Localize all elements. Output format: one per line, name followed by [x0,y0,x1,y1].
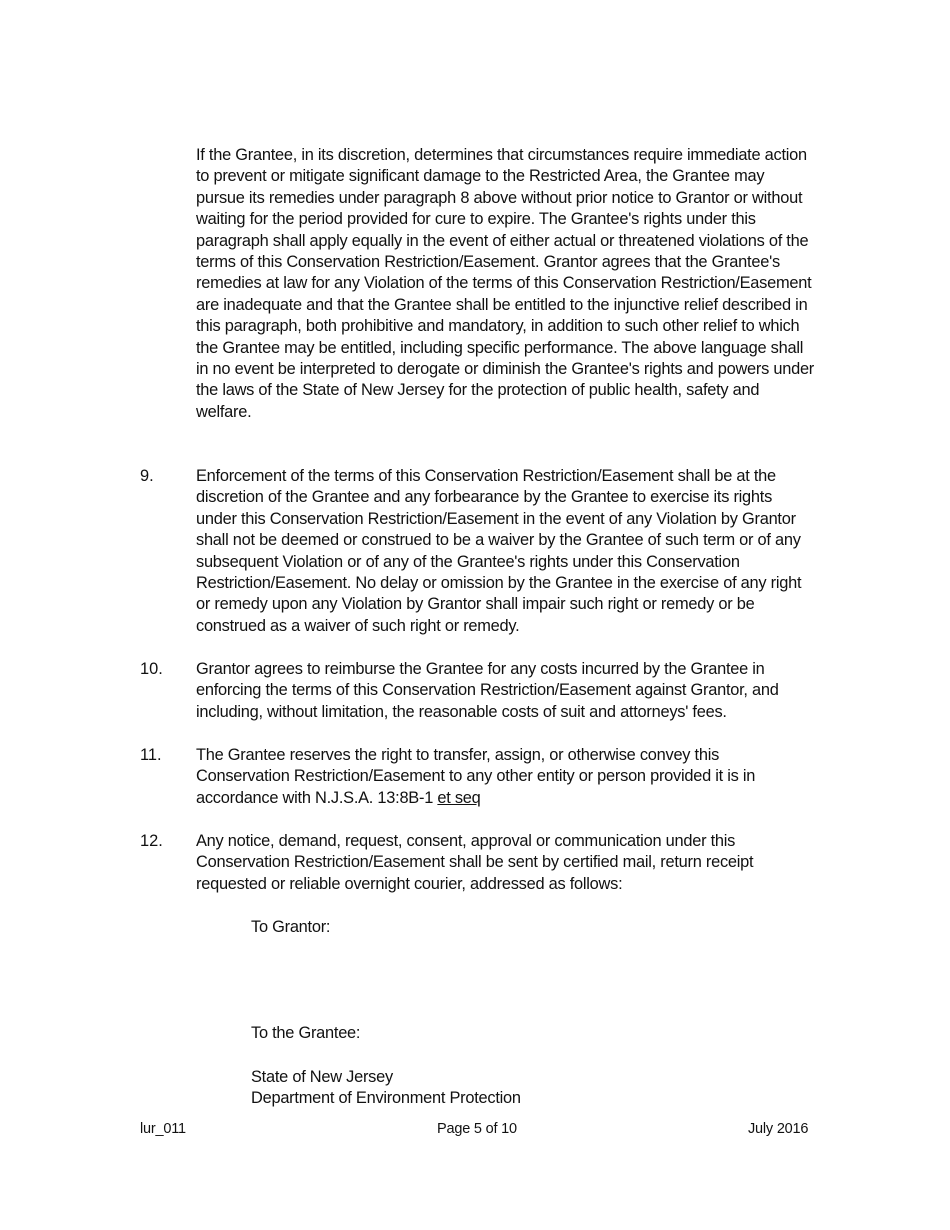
footer-form-id: lur_011 [140,1121,186,1137]
intro-paragraph: If the Grantee, in its discretion, determines that circumstances require immediate action to prevent or mitigate significant damage to the Restricted Area, the Grantee may pursue its remedies under paragraph 8 above without prior notice to Grantor or without waiting for the period provided for cure to expire. The Grantee's rights under this paragraph shall apply equally in the event of either actual or threatened violations of the terms of this Conservation Restriction/Easement. Grantor agrees that the Grantee's remedies at law for any Violation of the terms of this Conservation Restriction/Easement are inadequate and that the Grantee shall be entitled to the injunctive relief described in this paragraph, both prohibitive and mandatory, in addition to such other relief to which the Grantee may be entitled, including specific performance. The above language shall in no event be interpreted to derogate or diminish the Grantee's rights and powers under the laws of the State of New Jersey for the protection of public health, safety and welfare. [196,146,815,421]
et-seq-underlined: et seq [437,788,481,807]
item-text-12: Any notice, demand, request, consent, approval or communication under this Conservation Restriction/Easement shall be sent by certified mail, return receipt requested or reliable overnight courier, addressed as follows: [196,832,754,893]
item-number-12: 12. [140,832,163,850]
item-11 [196,745,816,809]
item-text-11: The Grantee reserves the right to transfer, assign, or otherwise convey this Conservation Restriction/Easement to any other entity or person provided it is in accordance with N.J.S.A. 13:8B-1 [196,746,756,807]
grantee-address-line-2: Department of Environment Protection [251,1089,521,1107]
footer-page-number: Page 5 of 10 [437,1121,517,1137]
to-grantor-label: To Grantor: [251,918,331,936]
item-text-10: Grantor agrees to reimburse the Grantee for any costs incurred by the Grantee in enforcing the terms of this Conservation Restriction/Easement against Grantor, and including, without limitation, the reasonable costs of suit and attorneys' fees. [196,660,779,721]
item-text-9: Enforcement of the terms of this Conservation Restriction/Easement shall be at the discretion of the Grantee and any forbearance by the Grantee to exercise its rights under this Conservation Restriction/Easement in the event of any Violation by Grantor shall not be deemed or construed to be a waiver by the Grantee of such term or of any subsequent Violation or of any of the Grantee's rights under this Conservation Restriction/Easement. No delay or omission by the Grantee in the exercise of any right or remedy upon any Violation by Grantor shall impair such right or remedy or be construed as a waiver of such right or remedy. [196,467,802,635]
footer-date: July 2016 [748,1121,809,1137]
to-grantee-label: To the Grantee: [251,1024,361,1042]
item-number-10: 10. [140,660,163,678]
item-number-9: 9. [140,467,154,485]
grantee-address-line-1: State of New Jersey [251,1068,393,1086]
item-number-11: 11. [140,746,162,764]
